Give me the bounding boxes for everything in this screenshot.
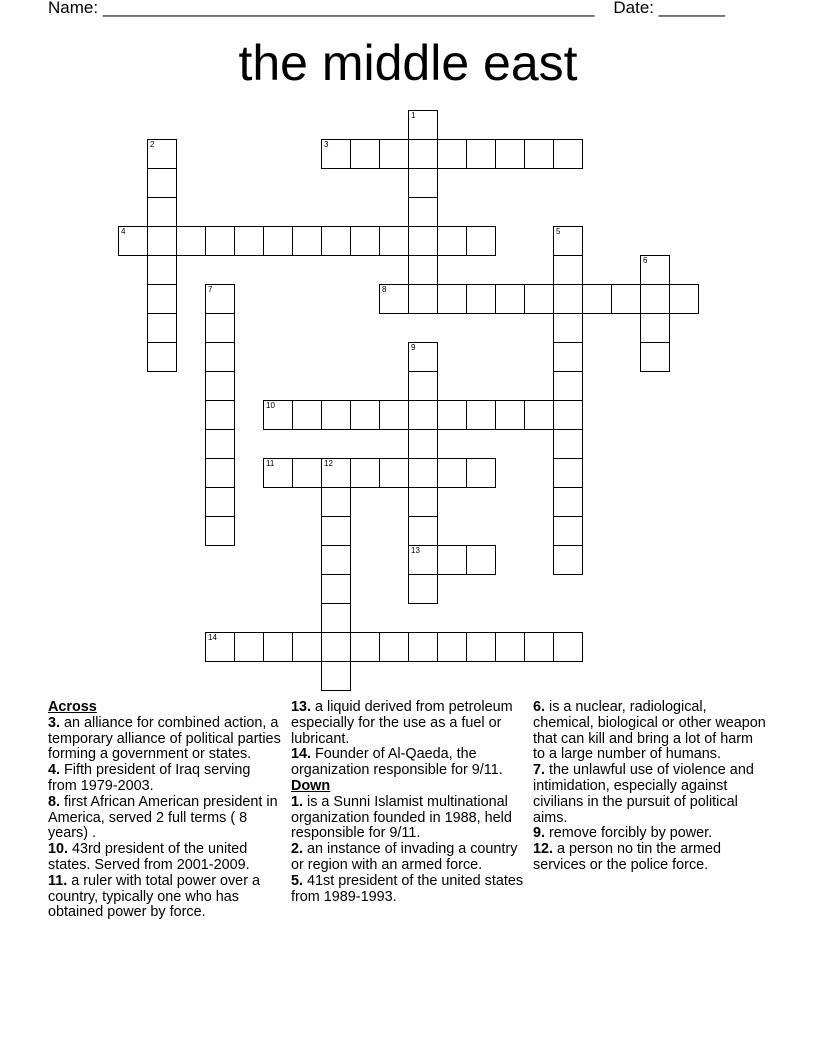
clue-across-11: 11. a ruler with total power over a country, typically one who has obtained power by force. [48,872,260,921]
name-label: Name: [48,0,99,17]
cell-number: 3 [324,140,329,149]
grid-cell[interactable] [147,284,177,314]
cell-number: 8 [382,285,387,294]
grid-cell[interactable] [350,632,380,662]
grid-cell[interactable] [379,139,409,169]
grid-cell[interactable] [437,139,467,169]
grid-cell[interactable] [408,632,438,662]
grid-cell[interactable] [147,168,177,198]
grid-cell[interactable] [205,284,235,314]
grid-cell[interactable] [408,400,438,430]
grid-cell[interactable] [640,342,670,372]
grid-cell[interactable] [379,226,409,256]
grid-cell[interactable] [321,139,351,169]
clue-across-14: 14. Founder of Al-Qaeda, the organization responsible for 9/11. [291,746,503,779]
grid-cell[interactable] [408,255,438,285]
grid-cell[interactable] [147,197,177,227]
grid-cell[interactable] [495,632,525,662]
grid-cell[interactable] [176,226,206,256]
grid-cell[interactable] [408,429,438,459]
page-title: the middle east [238,35,578,91]
grid-cell[interactable] [466,400,496,430]
grid-cell[interactable] [466,139,496,169]
cell-number: 10 [266,401,275,410]
grid-cell[interactable] [205,342,235,372]
grid-cell[interactable] [263,400,293,430]
grid-cell[interactable] [118,226,148,256]
grid-cell[interactable] [437,226,467,256]
grid-cell[interactable] [408,168,438,198]
grid-cell[interactable] [321,661,351,691]
grid-cell[interactable] [350,458,380,488]
grid-cell[interactable] [553,545,583,575]
grid-cell[interactable] [292,400,322,430]
grid-cell[interactable] [408,458,438,488]
clue-down-1: 1. is a Sunni Islamist multinational organization founded in 1988, held responsible for 9/11. [291,793,512,842]
grid-cell[interactable] [524,400,554,430]
grid-cell[interactable] [350,226,380,256]
grid-cell[interactable] [147,313,177,343]
date-blank[interactable]: _______ [658,0,725,17]
grid-cell[interactable] [205,371,235,401]
grid-cell[interactable] [524,632,554,662]
clue-down-6: 6. is a nuclear, radiological, chemical, biological or other weapon that can kill and bring a lot of harm to a large number of humans. [533,699,766,763]
grid-cell[interactable] [292,632,322,662]
grid-cell[interactable] [263,226,293,256]
grid-cell[interactable] [205,458,235,488]
grid-cell[interactable] [321,603,351,633]
grid-cell[interactable] [292,226,322,256]
clues-column-1 [48,700,283,921]
grid-cell[interactable] [466,458,496,488]
grid-cell[interactable] [553,226,583,256]
clues-column-2 [291,700,529,905]
grid-cell[interactable] [205,516,235,546]
cell-number: 2 [150,140,155,149]
grid-cell[interactable] [408,197,438,227]
grid-cell[interactable] [553,487,583,517]
grid-cell[interactable] [466,545,496,575]
grid-cell[interactable] [553,371,583,401]
clue-across-4: 4. Fifth president of Iraq serving from 1979-2003. [48,762,251,794]
grid-cell[interactable] [321,487,351,517]
cell-number: 14 [208,633,217,642]
grid-cell[interactable] [379,400,409,430]
down-heading: Down [291,777,331,794]
grid-cell[interactable] [553,429,583,459]
grid-cell[interactable] [205,226,235,256]
grid-cell[interactable] [408,139,438,169]
grid-cell[interactable] [408,574,438,604]
clue-down-5: 5. 41st president of the united states from 1989-1993. [291,872,524,905]
cell-number: 5 [556,227,561,236]
grid-cell[interactable] [437,284,467,314]
grid-cell[interactable] [234,226,264,256]
grid-cell[interactable] [408,226,438,256]
grid-cell[interactable] [495,284,525,314]
grid-cell[interactable] [640,255,670,285]
grid-cell[interactable] [147,226,177,256]
grid-cell[interactable] [263,632,293,662]
grid-cell[interactable] [553,458,583,488]
grid-cell[interactable] [321,574,351,604]
grid-cell[interactable] [379,284,409,314]
across-heading: Across [48,699,97,715]
grid-cell[interactable] [205,429,235,459]
cell-number: 9 [411,343,416,352]
grid-cell[interactable] [553,313,583,343]
grid-cell[interactable] [321,226,351,256]
grid-cell[interactable] [205,400,235,430]
clue-down-2: 2. an instance of invading a country or region with an armed force. [291,841,518,873]
cell-number: 13 [411,546,420,555]
grid-cell[interactable] [553,632,583,662]
date-label: Date: [613,0,654,17]
grid-cell[interactable] [437,400,467,430]
grid-cell[interactable] [408,516,438,546]
grid-cell[interactable] [553,516,583,546]
grid-cell[interactable] [466,226,496,256]
grid-cell[interactable] [234,632,264,662]
cell-number: 12 [324,459,333,468]
clue-down-12: 12. a person no tin the armed services or the police force. [533,841,722,873]
grid-cell[interactable] [205,632,235,662]
grid-cell[interactable] [553,139,583,169]
grid-cell[interactable] [408,342,438,372]
grid-cell[interactable] [437,545,467,575]
grid-cell[interactable] [669,284,699,314]
grid-cell[interactable] [321,545,351,575]
grid-cell[interactable] [408,371,438,401]
grid-cell[interactable] [408,110,438,140]
grid-cell[interactable] [205,487,235,517]
grid-cell[interactable] [379,632,409,662]
grid-cell[interactable] [640,313,670,343]
name-blank[interactable]: ____________________________________________________ [102,0,595,17]
grid-cell[interactable] [553,284,583,314]
clue-across-3: 3. an alliance for combined action, a temporary alliance of political parties forming a government or states. [48,714,281,763]
grid-cell[interactable] [321,632,351,662]
grid-cell[interactable] [582,284,612,314]
clue-across-10: 10. 43rd president of the united states. Served from 2001-2009. [48,841,250,873]
grid-cell[interactable] [263,458,293,488]
cell-number: 6 [643,256,648,265]
cell-number: 7 [208,285,213,294]
grid-cell[interactable] [350,400,380,430]
cell-number: 11 [266,459,275,468]
grid-cell[interactable] [553,255,583,285]
clue-down-7: 7. the unlawful use of violence and intimidation, especially against civilians in the pursuit of political aims. [533,762,754,826]
grid-cell[interactable] [437,458,467,488]
clue-across-13: 13. a liquid derived from petroleum especially for the use as a fuel or lubricant. [291,699,513,747]
grid-cell[interactable] [321,400,351,430]
clue-down-9: 9. remove forcibly by power. [533,825,713,842]
grid-cell[interactable] [379,458,409,488]
grid-cell[interactable] [466,284,496,314]
clues-column-3 [533,700,768,874]
grid-cell[interactable] [350,139,380,169]
grid-cell[interactable] [408,545,438,575]
grid-cell[interactable] [437,632,467,662]
grid-cell[interactable] [147,255,177,285]
grid-cell[interactable] [408,487,438,517]
grid-cell[interactable] [524,139,554,169]
grid-cell[interactable] [321,458,351,488]
grid-cell[interactable] [553,342,583,372]
grid-cell[interactable] [611,284,641,314]
clue-across-8: 8. first African American president in America, served 2 full terms ( 8 years) . [48,793,278,842]
grid-cell[interactable] [495,400,525,430]
grid-cell[interactable] [147,139,177,169]
cell-number: 1 [411,111,416,120]
grid-cell[interactable] [640,284,670,314]
grid-cell[interactable] [147,342,177,372]
cell-number: 4 [121,227,126,236]
grid-cell[interactable] [205,313,235,343]
grid-cell[interactable] [466,632,496,662]
grid-cell[interactable] [495,139,525,169]
grid-cell[interactable] [553,400,583,430]
grid-cell[interactable] [408,284,438,314]
grid-cell[interactable] [292,458,322,488]
grid-cell[interactable] [524,284,554,314]
grid-cell[interactable] [321,516,351,546]
